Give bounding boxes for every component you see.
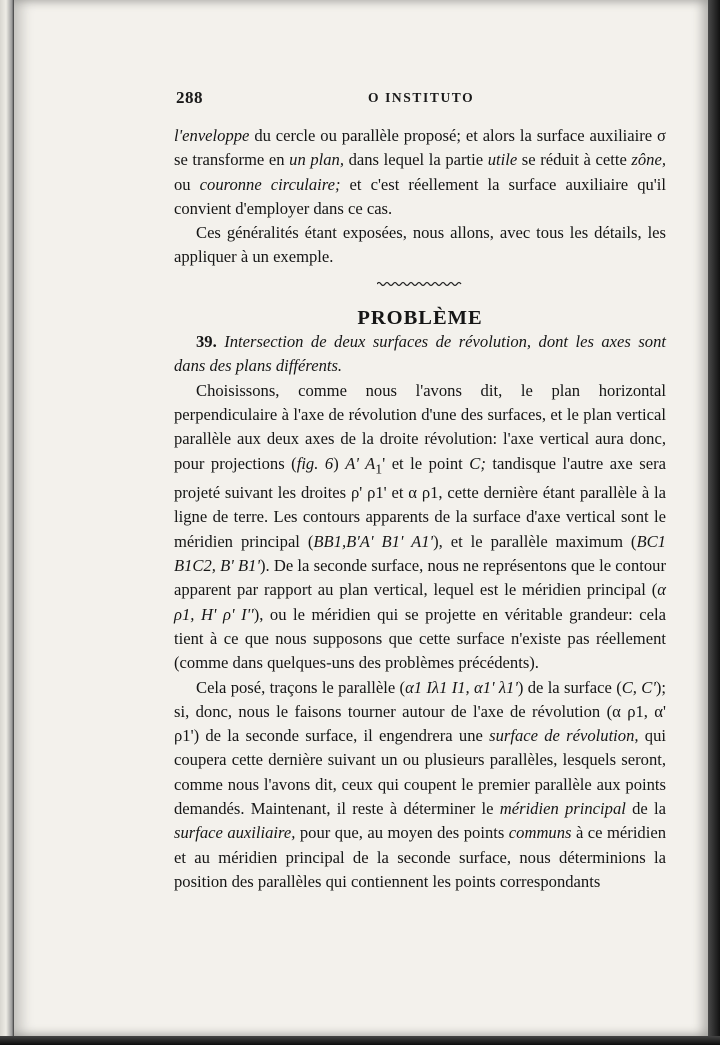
text-span: A' A: [345, 453, 376, 473]
problem-statement: [174, 330, 666, 379]
problem-text: Intersection de deux surfaces de révolution, dont les axes sont dans des plans différents.: [174, 332, 666, 376]
page-header: [176, 88, 666, 112]
text-span: zône,: [631, 150, 666, 170]
text-span: ) de la surface (: [517, 677, 622, 697]
page-right-shadow: [708, 0, 720, 1045]
text-span: surface auxiliaire,: [174, 823, 296, 843]
text-span: BB1,B'A' B1' A1': [313, 531, 434, 551]
text-span: fig. 6: [296, 453, 334, 473]
text-span: communs: [508, 823, 572, 843]
text-span: ), et le parallèle maximum (: [433, 531, 637, 551]
text-span: C, C': [621, 677, 656, 697]
book-page: [14, 0, 708, 1036]
text-span: du cercle ou parallèle proposé; et alors la surface auxiliaire σ se transforme en: [174, 126, 666, 170]
paragraph-4: [174, 676, 666, 895]
text-span: ). De la seconde surface, nous ne représentons que le contour apparent par rapport au plan vertical, lequel est le méridien principal (: [174, 556, 666, 600]
text-span: 1: [375, 460, 383, 476]
text-span: se réduit à cette: [517, 150, 632, 170]
text-span: de la: [625, 799, 667, 819]
paragraph-2: Ces généralités étant exposées, nous allons, avec tous les détails, les appliquer à un exemple.: [174, 223, 666, 267]
ornament-divider: [377, 280, 463, 288]
text-span: Cela posé, traçons le parallèle (: [196, 677, 406, 697]
text-span: ); si, donc, nous le faisons tourner autour de l'axe de révolution (α ρ1, α' ρ1') de la seconde surface, il engendrera une: [174, 677, 667, 746]
text-span: à ce méridien et au méridien principal de la seconde surface, nous déterminions la position des parallèles qui contiennent les points correspondants: [174, 823, 666, 891]
text-span: pour que, au moyen des points: [295, 823, 509, 843]
book-gutter: [0, 0, 14, 1045]
text-span: ': [382, 453, 386, 473]
text-span: dans lequel la partie: [344, 150, 488, 170]
text-span: tandisque l'autre axe sera projeté suivant les droites ρ' ρ1' et α ρ1, cette dernière étant parallèle à la ligne de terre. Les contours apparents de la surface d'axe vertical sont le méridien principal (: [174, 453, 667, 551]
text-span: C;: [469, 453, 486, 473]
section-title: PROBLÈME: [357, 306, 483, 329]
text-span: l'enveloppe: [174, 126, 250, 145]
text-span: méridien principal: [499, 799, 626, 819]
text-span: et c'est réellement la surface auxiliaire qu'il convient d'employer dans ce cas.: [174, 174, 666, 218]
text-span: couronne circulaire;: [199, 174, 341, 194]
text-span: ), ou le méridien qui se projette en véritable grandeur: cela tient à ce que nous supposons que cette surface n'existe pas réellement (comme dans quelques-uns des problèmes précédents).: [174, 604, 667, 673]
problem-number: 39.: [196, 332, 217, 352]
text-span: utile: [487, 150, 518, 170]
body-text: [174, 124, 666, 894]
text-span: α ρ1, H' ρ' I'': [174, 580, 666, 624]
text-span: BC1 B1C2, B' B1': [174, 531, 666, 576]
text-span: Choisissons, comme nous l'avons dit, le plan horizontal perpendiculaire à l'axe de révolution d'une des surfaces, et le plan vertical parallèle aux deux axes de la droite révolution: l'axe vertical aura donc, pour projections (: [174, 380, 666, 473]
paragraph-1: [174, 124, 666, 221]
text-span: surface de révolution,: [489, 726, 639, 746]
running-title: O INSTITUTO: [368, 90, 475, 105]
text-span: ou: [174, 174, 200, 194]
text-span: ): [333, 453, 346, 473]
paragraph-3: [174, 379, 666, 676]
text-span: qui coupera cette dernière suivant un ou plusieurs parallèles, lesquels seront, comme nous l'avons dit, ceux qui coupent le premier parallèle aux points demandés. Maintenant, il reste à déterminer le: [174, 726, 667, 819]
text-span: et le point: [385, 453, 470, 473]
page-number: 288: [176, 88, 203, 107]
text-span: un plan,: [289, 150, 344, 170]
text-span: α1 Iλ1 I1, α1' λ1': [405, 677, 518, 697]
page-bottom-shadow: [0, 1036, 720, 1045]
